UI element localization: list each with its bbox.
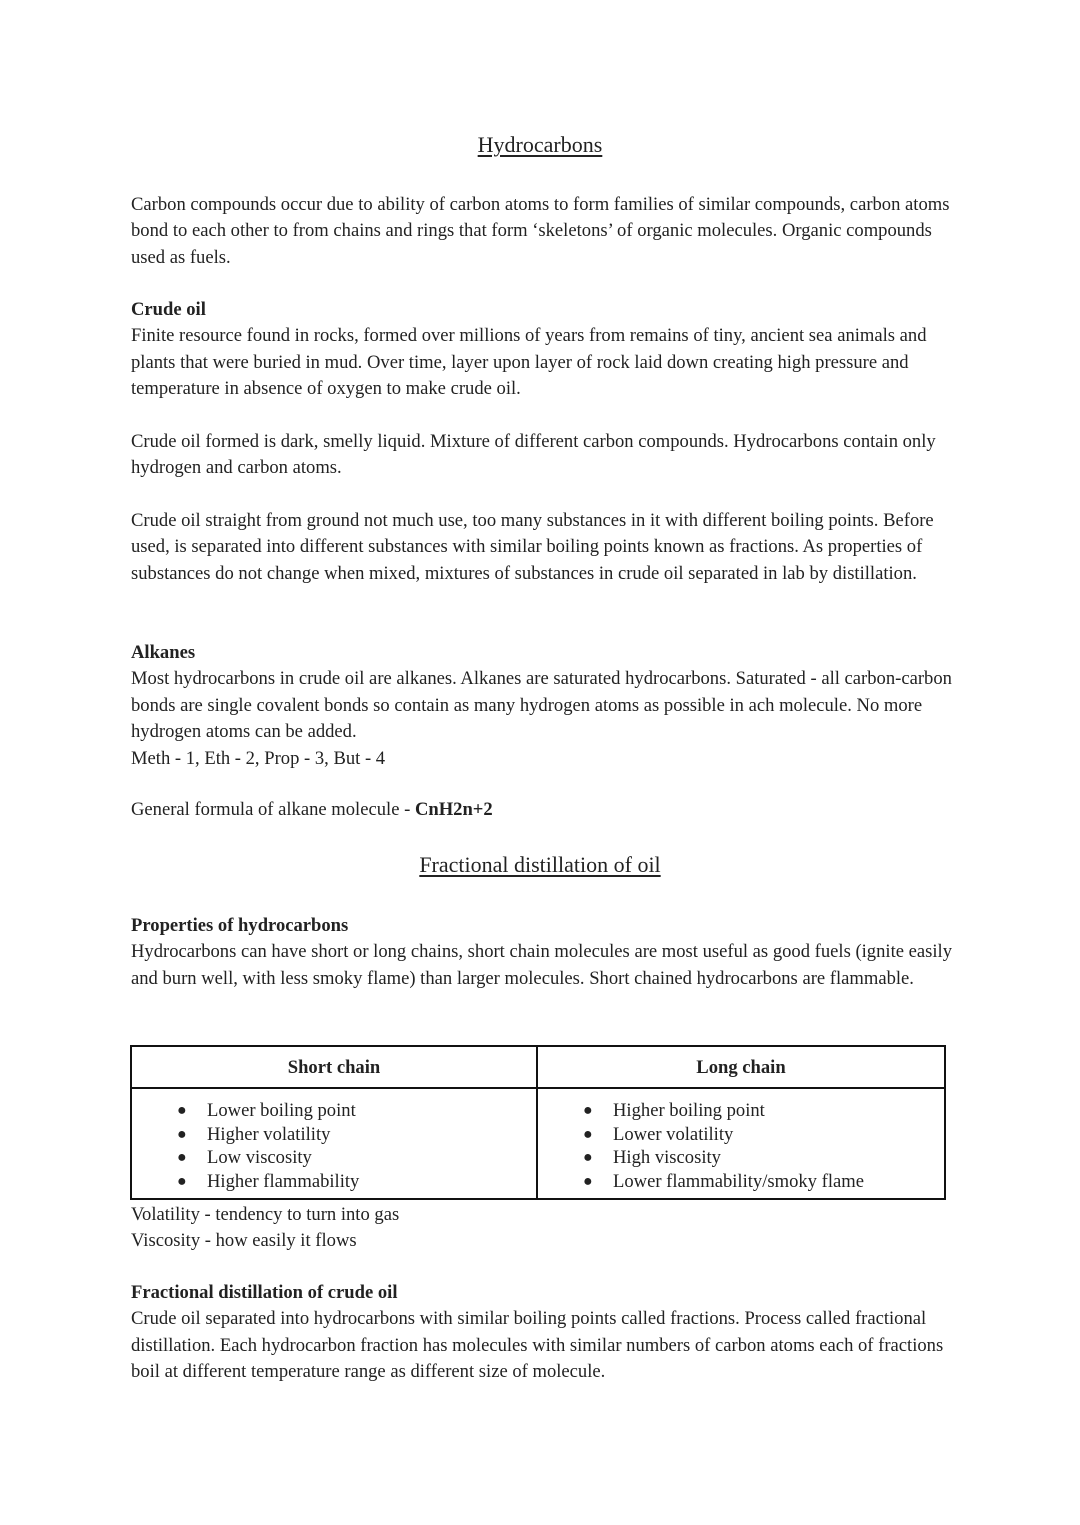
table-header-short-chain: Short chain [132,1047,538,1089]
volatility-definition: Volatility - tendency to turn into gas [131,1204,400,1225]
list-item-text: Low viscosity [207,1147,312,1168]
bullet-icon: ● [177,1125,187,1143]
section-title-fractional: Fractional distillation of oil [419,852,661,877]
properties-section [131,913,961,992]
list-item [177,1099,536,1123]
intro-paragraph: Carbon compounds occur due to ability of carbon atoms to form families of similar compounds, carbon atoms bond to each other to from chains and rings that form ‘skeletons’ of organic molecules. Organic compounds used as fuels. [131,194,950,268]
list-item-text: High viscosity [613,1147,721,1168]
intro-section [131,192,961,271]
list-item [583,1099,944,1123]
crude-oil-paragraph-3: Crude oil straight from ground not much use, too many substances in it with different boiling points. Before used, is separated into different substances with similar boiling points known as fractions. As properties of substances do not change when mixed, mixtures of substances in crude oil separated in lab by distillation. [131,510,934,584]
crude-oil-paragraph-2-block [131,429,961,482]
list-item-text: Higher flammability [207,1170,360,1192]
alkanes-heading: Alkanes [131,642,196,663]
list-item-text: Lower volatility [613,1123,734,1145]
list-item [583,1170,944,1194]
crude-oil-paragraph-2: Crude oil formed is dark, smelly liquid. Mixture of different carbon compounds. Hydrocarbons contain only hydrogen and carbon atoms. [131,431,936,479]
fractional-distillation-section [131,1280,961,1386]
list-item-text: Lower boiling point [207,1100,356,1121]
crude-oil-section [131,297,961,403]
bullet-icon: ● [583,1102,593,1119]
list-item [177,1146,536,1170]
list-item-text: Lower flammability/smoky flame [613,1170,864,1192]
list-item [177,1123,536,1147]
short-chain-cell [132,1089,538,1198]
list-item [583,1123,944,1147]
alkane-formula: CnH2n+2 [414,799,493,820]
bullet-icon: ● [177,1172,187,1190]
fractional-distillation-paragraph: Crude oil separated into hydrocarbons with similar boiling points called fractions. Process called fractional distillation. Each hydrocarbon fraction has molecules with similar numbers of carbon atoms each of fractions boil at different temperature range as different size of molecule. [131,1308,944,1383]
alkane-prefixes: Meth - 1, Eth - 2, Prop - 3, But - 4 [131,747,386,769]
crude-oil-paragraph-3-block [131,508,961,587]
list-item [583,1146,944,1170]
viscosity-definition: Viscosity - how easily it flows [131,1230,357,1252]
alkanes-section [131,640,961,772]
properties-paragraph: Hydrocarbons can have short or long chains, short chain molecules are most useful as good fuels (ignite easily and burn well, with less smoky flame) than larger molecules. Short chained hydrocarbons are flammable. [131,941,953,989]
properties-heading: Properties of hydrocarbons [131,915,349,936]
bullet-icon: ● [583,1125,593,1143]
bullet-icon: ● [583,1172,593,1190]
crude-oil-paragraph-1: Finite resource found in rocks, formed over millions of years from remains of tiny, ancient sea animals and plants that were buried in mud. Over time, layer upon layer of rock laid down creating high pressure and temperature in absence of oxygen to make crude oil. [131,325,927,400]
formula-label: General formula of alkane molecule - [131,799,415,820]
long-chain-list [538,1099,944,1193]
long-chain-cell [538,1089,944,1198]
bullet-icon: ● [177,1149,187,1166]
table-header-long-chain: Long chain [538,1047,944,1089]
short-chain-list [132,1099,536,1193]
page-title: Hydrocarbons [477,132,603,157]
alkanes-paragraph: Most hydrocarbons in crude oil are alkanes. Alkanes are saturated hydrocarbons. Saturated - all carbon-carbon bonds are single covalent bonds so contain as many hydrogen atoms as possible in ach molecule. No more hydrogen atoms can be added. [131,668,952,743]
chain-comparison-table [130,1045,946,1200]
list-item-text: Higher volatility [207,1123,331,1145]
list-item [177,1170,536,1194]
alkane-formula-line [131,797,961,823]
definitions-section [131,1202,961,1255]
fractional-distillation-heading: Fractional distillation of crude oil [131,1282,398,1303]
list-item-text: Higher boiling point [613,1100,765,1121]
bullet-icon: ● [177,1102,187,1119]
bullet-icon: ● [583,1149,593,1166]
crude-oil-heading: Crude oil [131,299,206,320]
